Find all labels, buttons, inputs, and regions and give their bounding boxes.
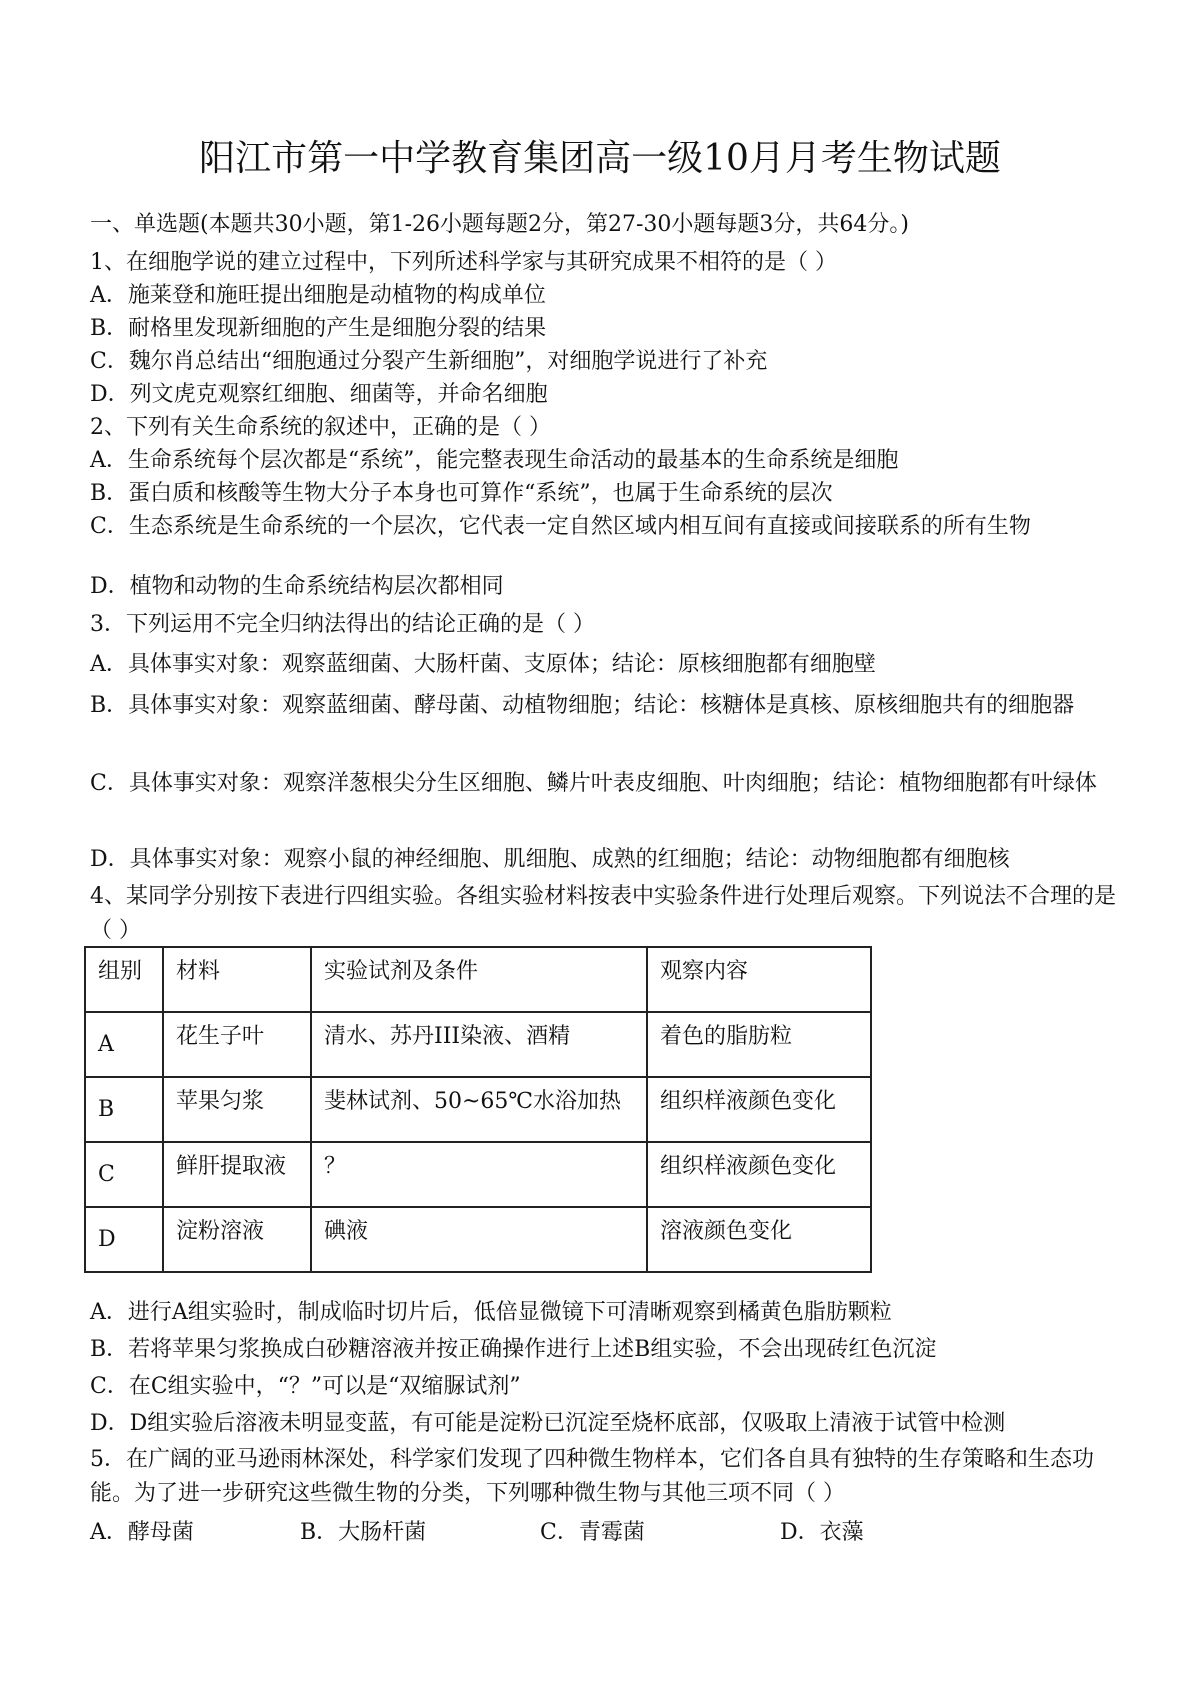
q4-option-c: C．在C组实验中，“？”可以是“双缩脲试剂” [90, 1374, 521, 1399]
q1-stem: 1、在细胞学说的建立过程中，下列所述科学家与其研究成果不相符的是（ ） [90, 250, 837, 275]
q5-option-b: B．大肠杆菌 [300, 1520, 427, 1545]
table-cell: D [98, 1227, 116, 1252]
experiment-table [84, 946, 872, 1273]
table-row [85, 1207, 871, 1272]
exam-title: 阳江市第一中学教育集团高一级10月月考生物试题 [199, 138, 1001, 179]
q2-option-c: C．生态系统是生命系统的一个层次，它代表一定自然区域内相互间有直接或间接联系的所有生物 [90, 514, 1031, 539]
q2-option-a: A．生命系统每个层次都是“系统”，能完整表现生命活动的最基本的生命系统是细胞 [90, 448, 899, 473]
table-header-cell: 实验试剂及条件 [324, 959, 479, 984]
q1-option-b: B．耐格里发现新细胞的产生是细胞分裂的结果 [90, 316, 547, 341]
q2-option-d: D．植物和动物的生命系统结构层次都相同 [90, 574, 504, 599]
table-cell: 苹果匀浆 [176, 1089, 265, 1114]
q3-option-a: A．具体事实对象：观察蓝细菌、大肠杆菌、支原体；结论：原核细胞都有细胞壁 [90, 652, 876, 677]
q5-options [90, 1518, 1120, 1548]
section-heading: 一、单选题(本题共30小题，第1-26小题每题2分，第27-30小题每题3分，共64分。) [90, 212, 909, 237]
q4-option-d: D．D组实验后溶液未明显变蓝，有可能是淀粉已沉淀至烧杯底部，仅吸取上清液于试管中检测 [90, 1411, 1006, 1436]
q3-option-c: C．具体事实对象：观察洋葱根尖分生区细胞、鳞片叶表皮细胞、叶肉细胞；结论：植物细胞都有叶绿体 [90, 771, 1097, 796]
table-cell: 组织样液颜色变化 [660, 1089, 837, 1114]
table-cell: 溶液颜色变化 [660, 1219, 793, 1244]
table-cell: 斐林试剂、50~65℃水浴加热 [324, 1089, 622, 1114]
table-row [85, 1012, 871, 1077]
q2-stem: 2、下列有关生命系统的叙述中，正确的是（ ） [90, 415, 551, 440]
table-header-row [85, 947, 871, 1012]
table-cell: 着色的脂肪粒 [660, 1024, 793, 1049]
table-cell: A [98, 1032, 114, 1057]
table-header-cell: 组别 [98, 959, 143, 984]
table-row [85, 1077, 871, 1142]
q2-option-b: B．蛋白质和核酸等生物大分子本身也可算作“系统”，也属于生命系统的层次 [90, 481, 833, 506]
table-cell: 碘液 [324, 1219, 369, 1244]
q1-option-a: A．施莱登和施旺提出细胞是动植物的构成单位 [90, 283, 546, 308]
table-cell: 鲜肝提取液 [176, 1154, 287, 1179]
q5-option-c: C．青霉菌 [540, 1520, 645, 1545]
table-cell: 淀粉溶液 [176, 1219, 265, 1244]
q4-option-a: A．进行A组实验时，制成临时切片后，低倍显微镜下可清晰观察到橘黄色脂肪颗粒 [90, 1300, 892, 1325]
table-cell: C [98, 1162, 115, 1187]
table-cell: 清水、苏丹III染液、酒精 [324, 1024, 571, 1049]
q4-option-b: B．若将苹果匀浆换成白砂糖溶液并按正确操作进行上述B组实验，不会出现砖红色沉淀 [90, 1337, 937, 1362]
table-cell: 花生子叶 [176, 1024, 265, 1049]
q5-stem: 5．在广阔的亚马逊雨林深处，科学家们发现了四种微生物样本，它们各自具有独特的生存策略和生态功能。为了进一步研究这些微生物的分类，下列哪种微生物与其他三项不同（ ） [90, 1447, 1095, 1506]
q3-option-b: B．具体事实对象：观察蓝细菌、酵母菌、动植物细胞；结论：核糖体是真核、原核细胞共有的细胞器 [90, 693, 1075, 718]
table-cell: 组织样液颜色变化 [660, 1154, 837, 1179]
table-header-cell: 材料 [176, 959, 221, 984]
q1-option-d: D．列文虎克观察红细胞、细菌等，并命名细胞 [90, 382, 548, 407]
table-row [85, 1142, 871, 1207]
q3-stem: 3．下列运用不完全归纳法得出的结论正确的是（ ） [90, 612, 595, 637]
q4-stem: 4、某同学分别按下表进行四组实验。各组实验材料按表中实验条件进行处理后观察。下列说法不合理的是（ ） [90, 884, 1117, 943]
table-header-cell: 观察内容 [660, 959, 749, 984]
table-cell: B [98, 1097, 115, 1122]
q3-option-d: D．具体事实对象：观察小鼠的神经细胞、肌细胞、成熟的红细胞；结论：动物细胞都有细胞核 [90, 847, 1010, 872]
q1-option-c: C．魏尔肖总结出“细胞通过分裂产生新细胞”，对细胞学说进行了补充 [90, 349, 768, 374]
q5-option-a: A．酵母菌 [90, 1520, 194, 1545]
q5-option-d: D．衣藻 [780, 1520, 864, 1545]
table-cell: ？ [324, 1154, 347, 1179]
